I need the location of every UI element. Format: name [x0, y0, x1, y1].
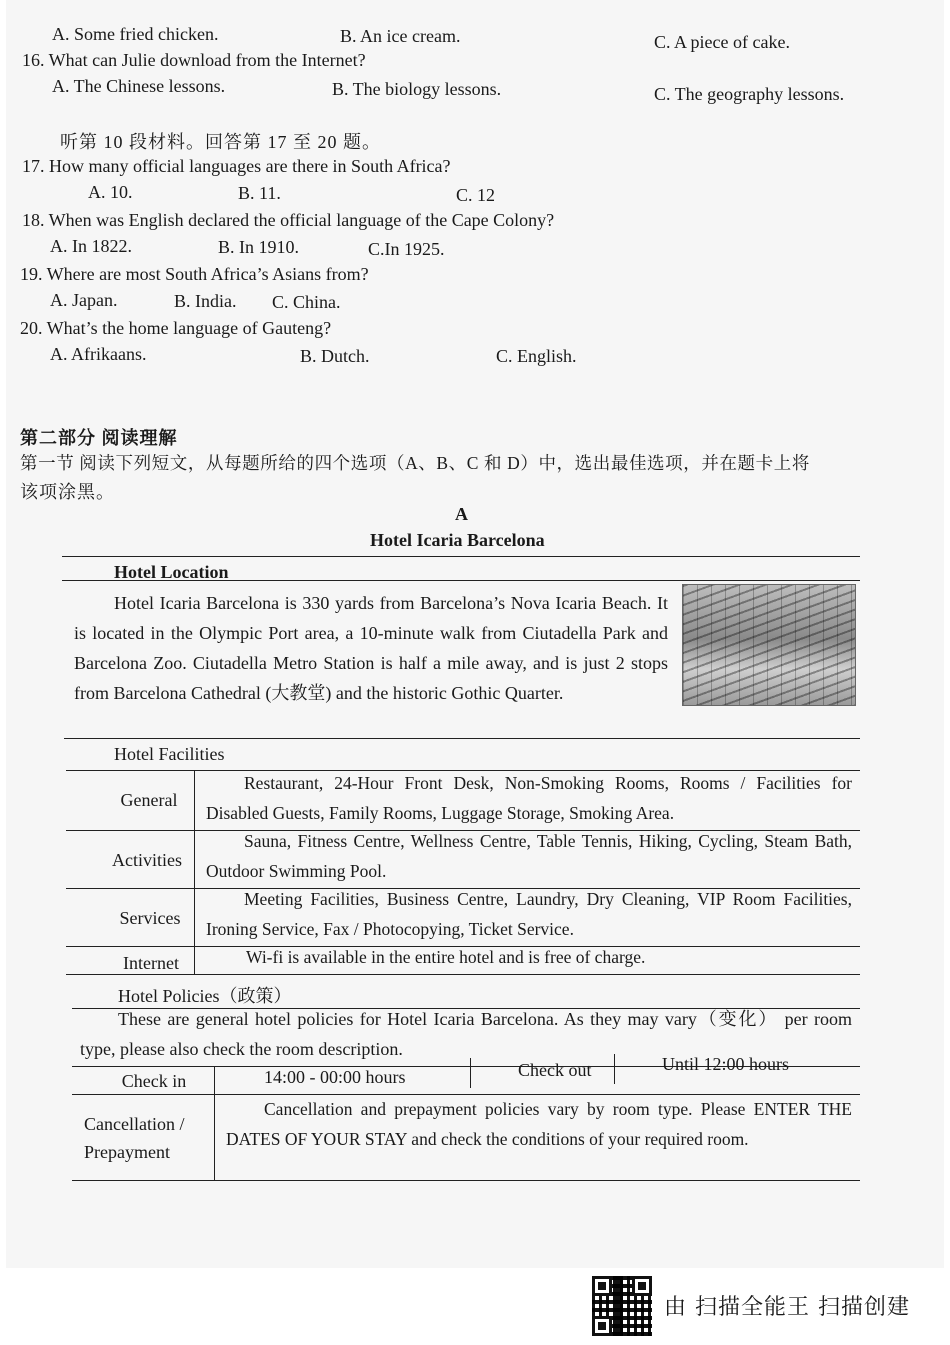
scanner-watermark: 由 扫描全能王 扫描创建 — [664, 1295, 910, 1320]
checkout-divider — [614, 1054, 615, 1084]
q18-text: 18. When was English declared the official language of the Cape Colony? — [22, 210, 555, 230]
facilities-heading: Hotel Facilities — [114, 744, 225, 764]
q20-option-a: A. Afrikaans. — [50, 344, 147, 364]
q18-option-a: A. In 1822. — [50, 236, 132, 256]
part-title: 第二部分 阅读理解 — [20, 428, 178, 448]
q15-option-a: A. Some fried chicken. — [52, 24, 219, 44]
rule-internet — [66, 974, 860, 975]
facility-label-activities: Activities — [112, 850, 182, 870]
rule-location — [62, 580, 860, 581]
q19-text: 19. Where are most South Africa’s Asians from? — [20, 264, 369, 284]
q20-option-b: B. Dutch. — [300, 346, 370, 366]
q16-option-c: C. The geography lessons. — [654, 84, 845, 104]
policies-text: These are general hotel policies for Hotel Icaria Barcelona. As they may vary（变化） per room type, please also check the room description. — [80, 1009, 852, 1059]
checkin-value: 14:00 - 00:00 hours — [264, 1067, 406, 1087]
q18-option-c: C.In 1925. — [368, 239, 445, 259]
q16-option-b: B. The biology lessons. — [332, 79, 502, 99]
facility-text-general: Restaurant, 24-Hour Front Desk, Non-Smoking Rooms, Rooms / Facilities for Disabled Guests, Family Rooms, Luggage Storage, Smoking Area. — [206, 773, 852, 823]
facilities-divider — [194, 770, 195, 974]
q20-option-c: C. English. — [496, 346, 577, 366]
q19-option-b: B. India. — [174, 291, 237, 311]
facility-label-internet: Internet — [123, 953, 179, 973]
rule-top — [62, 556, 860, 557]
location-heading: Hotel Location — [114, 562, 229, 582]
qr-code-icon — [592, 1276, 652, 1336]
q18-option-b: B. In 1910. — [218, 237, 299, 257]
reading-instruction-line1: 第一节 阅读下列短文，从每题所给的四个选项（A、B、C 和 D）中，选出最佳选项，并在题卡上将 — [20, 453, 810, 473]
q20-text: 20. What’s the home language of Gauteng? — [20, 318, 332, 338]
facility-text-services: Meeting Facilities, Business Centre, Laundry, Dry Cleaning, VIP Room Facilities, Ironing Service, Fax / Photocopying, Ticket Service. — [206, 889, 852, 939]
rule-facilities-top — [64, 738, 860, 739]
facility-label-services: Services — [119, 908, 181, 928]
cancellation-label: Cancellation / — [84, 1114, 185, 1134]
rule-bottom — [72, 1180, 860, 1181]
checkin-divider — [470, 1058, 471, 1088]
passage-letter: A — [455, 504, 468, 524]
q16-text: 16. What can Julie download from the Internet? — [22, 50, 366, 70]
q19-option-c: C. China. — [272, 292, 341, 312]
checkout-label: Check out — [518, 1060, 592, 1080]
q17-option-a: A. 10. — [88, 182, 133, 202]
facility-text-internet: Wi-fi is available in the entire hotel and is free of charge. — [246, 947, 646, 967]
hotel-photo — [682, 584, 856, 706]
q17-option-b: B. 11. — [238, 183, 281, 203]
facility-label-general: General — [120, 790, 178, 810]
checkout-value: Until 12:00 hours — [662, 1054, 790, 1074]
section10-instruction: 听第 10 段材料。回答第 17 至 20 题。 — [60, 132, 381, 152]
q15-option-b: B. An ice cream. — [340, 26, 461, 46]
q16-option-a: A. The Chinese lessons. — [52, 76, 226, 96]
q15-option-c: C. A piece of cake. — [654, 32, 790, 52]
policy-divider — [214, 1066, 215, 1180]
prepayment-label: Prepayment — [84, 1142, 170, 1162]
q17-text: 17. How many official languages are there in South Africa? — [22, 156, 451, 176]
policies-heading: Hotel Policies（政策） — [118, 986, 292, 1006]
checkin-label: Check in — [121, 1071, 187, 1091]
cancellation-text: Cancellation and prepayment policies vary by room type. Please ENTER THE DATES OF YOUR STAY and check the conditions of your required room. — [226, 1099, 852, 1149]
q19-option-a: A. Japan. — [50, 290, 118, 310]
facility-text-activities: Sauna, Fitness Centre, Wellness Centre, Table Tennis, Hiking, Cycling, Steam Bath, Outdoor Swimming Pool. — [206, 831, 852, 881]
hotel-title: Hotel Icaria Barcelona — [370, 530, 545, 550]
reading-instruction-line2: 该项涂黑。 — [20, 482, 115, 502]
location-text: Hotel Icaria Barcelona is 330 yards from Barcelona’s Nova Icaria Beach. It is located in the Olympic Port area, a 10-minute walk from Ciutadella Park and Barcelona Zoo. Ciutadella Metro Station is half a mile away, and is just 2 stops from Barcelona Cathedral (大教堂) and the historic Gothic Quarter. — [74, 593, 668, 703]
q17-option-c: C. 12 — [456, 185, 496, 205]
